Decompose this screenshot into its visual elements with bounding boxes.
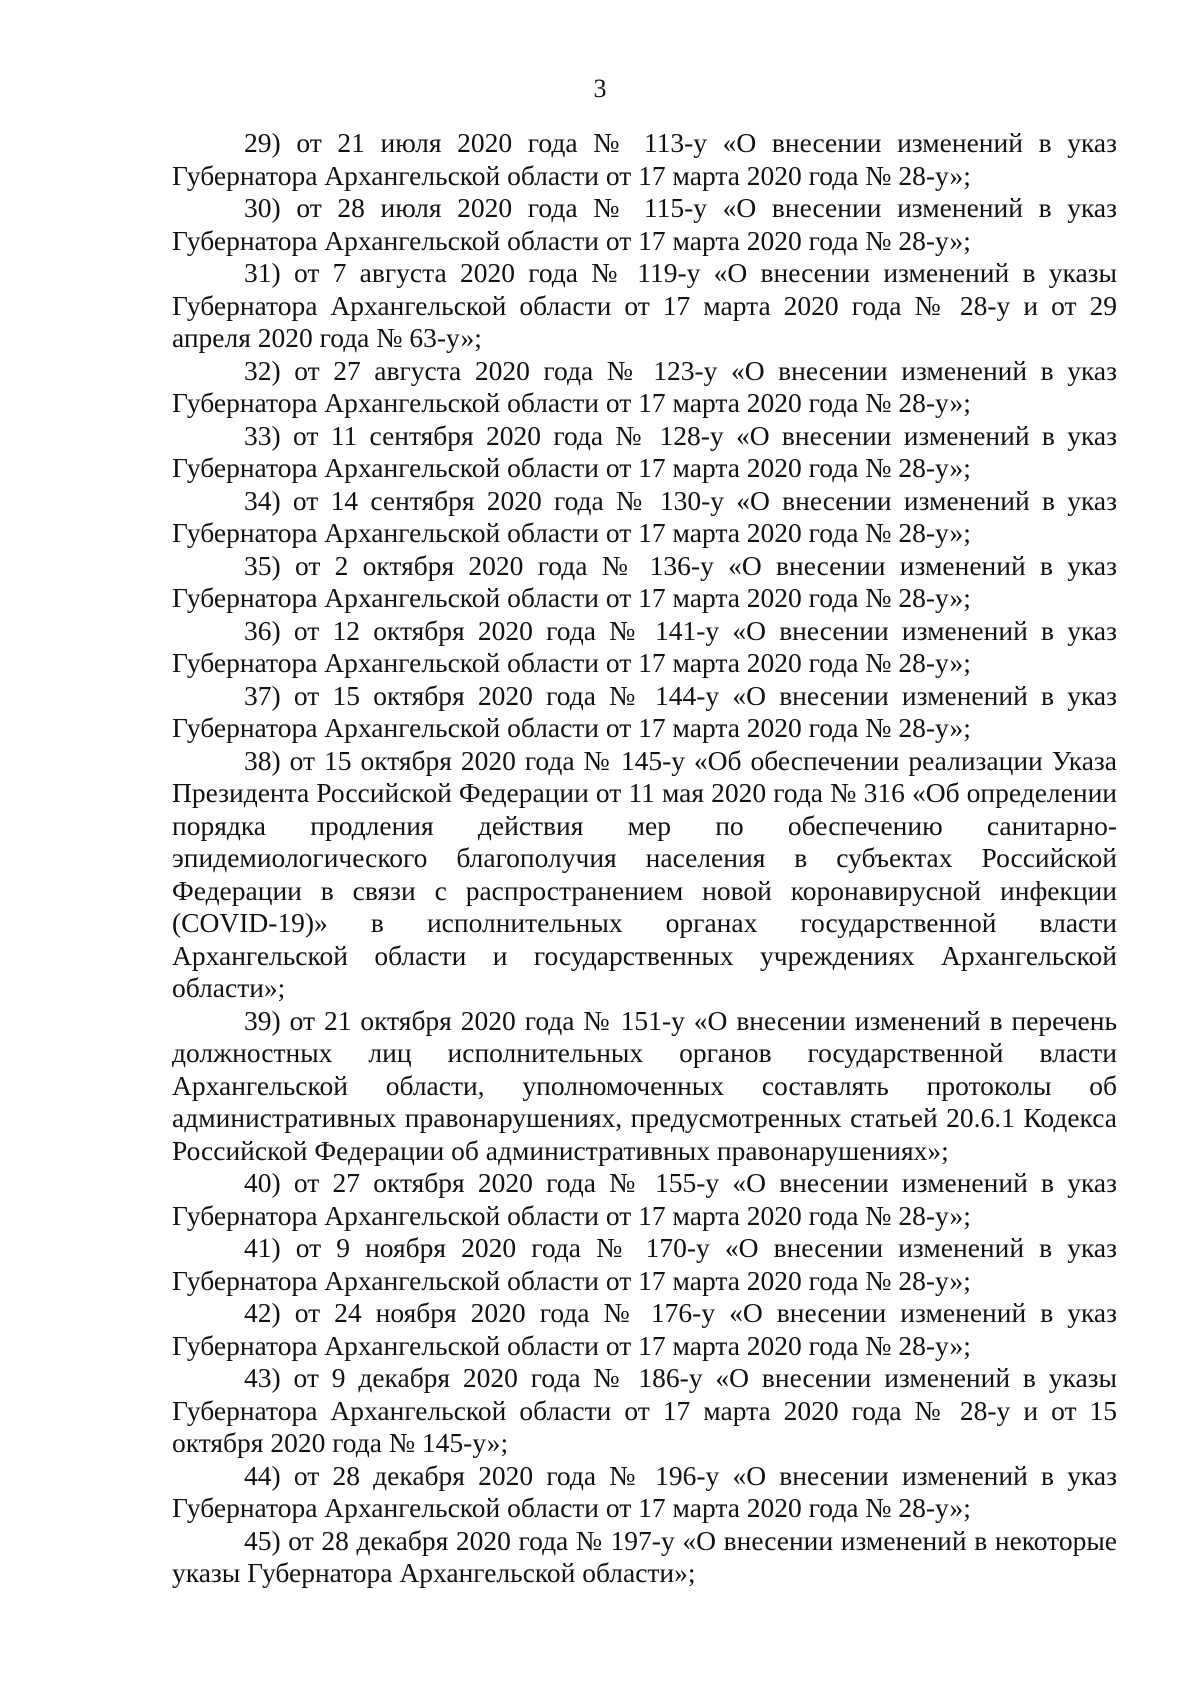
list-item: 39) от 21 октября 2020 года № 151-у «О внесении изменений в перечень должностных лиц исполнительных органов государственной власти Архангельской области, уполномоченных составлять протоколы об административных правонарушениях, предусмотренных статьей 20.6.1 Кодекса Российской Федерации об административных правонарушениях»; [172, 1004, 1117, 1166]
list-item: 35) от 2 октября 2020 года № 136-у «О внесении изменений в указ Губернатора Архангельской области от 17 марта 2020 года № 28-у»; [172, 549, 1117, 613]
list-item: 42) от 24 ноября 2020 года № 176-у «О внесении изменений в указ Губернатора Архангельской области от 17 марта 2020 года № 28-у»; [172, 1297, 1117, 1361]
page-number: 3 [593, 74, 607, 103]
list-item: 36) от 12 октября 2020 года № 141-у «О внесении изменений в указ Губернатора Архангельской области от 17 марта 2020 года № 28-у»; [172, 614, 1117, 678]
list-item: 31) от 7 августа 2020 года № 119-у «О внесении изменений в указы Губернатора Архангельской области от 17 марта 2020 года № 28-у и от 29 апреля 2020 года № 63-у»; [172, 257, 1117, 353]
list-item: 37) от 15 октября 2020 года № 144-у «О внесении изменений в указ Губернатора Архангельской области от 17 марта 2020 года № 28-у»; [172, 679, 1117, 743]
list-item: 43) от 9 декабря 2020 года № 186-у «О внесении изменений в указы Губернатора Архангельской области от 17 марта 2020 года № 28-у и от 15 октября 2020 года № 145-у»; [172, 1362, 1117, 1458]
list-item: 30) от 28 июля 2020 года № 115-у «О внесении изменений в указ Губернатора Архангельской области от 17 марта 2020 года № 28-у»; [172, 192, 1117, 256]
list-item: 29) от 21 июля 2020 года № 113-у «О внесении изменений в указ Губернатора Архангельской области от 17 марта 2020 года № 28-у»; [172, 127, 1117, 191]
list-item: 45) от 28 декабря 2020 года № 197-у «О внесении изменений в некоторые указы Губернатора Архангельской области»; [172, 1524, 1117, 1588]
list-item: 32) от 27 августа 2020 года № 123-у «О внесении изменений в указ Губернатора Архангельской области от 17 марта 2020 года № 28-у»; [172, 354, 1117, 418]
list-item: 33) от 11 сентября 2020 года № 128-у «О внесении изменений в указ Губернатора Архангельской области от 17 марта 2020 года № 28-у»; [172, 419, 1117, 483]
document-list [172, 127, 1117, 1590]
list-item: 34) от 14 сентября 2020 года № 130-у «О внесении изменений в указ Губернатора Архангельской области от 17 марта 2020 года № 28-у»; [172, 484, 1117, 548]
list-item: 40) от 27 октября 2020 года № 155-у «О внесении изменений в указ Губернатора Архангельской области от 17 марта 2020 года № 28-у»; [172, 1167, 1117, 1231]
list-item: 44) от 28 декабря 2020 года № 196-у «О внесении изменений в указ Губернатора Архангельской области от 17 марта 2020 года № 28-у»; [172, 1459, 1117, 1523]
list-item: 41) от 9 ноября 2020 года № 170-у «О внесении изменений в указ Губернатора Архангельской области от 17 марта 2020 года № 28-у»; [172, 1232, 1117, 1296]
list-item: 38) от 15 октября 2020 года № 145-у «Об обеспечении реализации Указа Президента Российской Федерации от 11 мая 2020 года № 316 «Об определении порядка продления действия мер по обеспечению санитарно-эпидемиологического благополучия населения в субъектах Российской Федерации в связи с распространением новой коронавирусной инфекции (COVID-19)» в исполнительных органах государственной власти Архангельской области и государственных учреждениях Архангельской области»; [172, 744, 1117, 1003]
